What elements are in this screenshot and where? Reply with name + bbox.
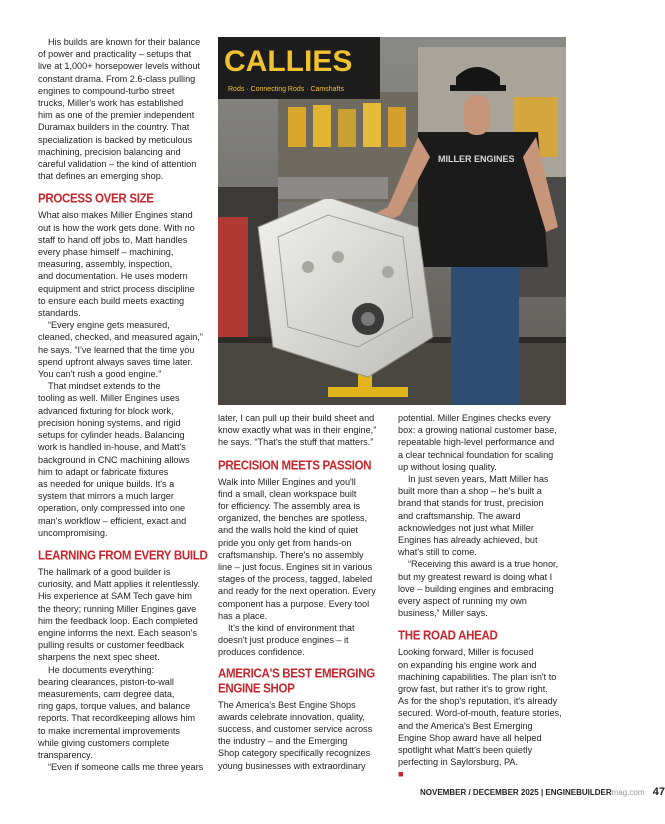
section-heading-road-ahead: THE ROAD AHEAD — [398, 629, 498, 644]
paragraph-continued: potential. Miller Engines checks every box: a growing national customer base, repeatable high-level performance and a clear technical foundation for scaling up without losing quality. — [398, 413, 557, 472]
article-column-3 — [398, 412, 570, 781]
issue-date: NOVEMBER / DECEMBER 2025 — [420, 788, 539, 797]
paragraph-quote: “Every engine gets measured, cleaned, checked, and measured again,” he says. “I've learned that the time you spend upfront always saves time later. You can't rush a good engine.” — [38, 320, 203, 380]
paragraph: It's the kind of environment that doesn't just produce engines – it produces confidence. — [218, 623, 355, 658]
section-heading-americas-best: AMERICA'S BEST EMERGING ENGINE SHOP — [218, 666, 375, 696]
paragraph: Looking forward, Miller is focused on expanding his engine work and machining capabilities. The plan isn't to grow fast, but rather it's to grow right. As for the shop's reputation, it's already secured. Word-of-mouth, feature stories, and the America's Best Emerging Engine Shop award have all helped spotlight what Matt's been quietly perfecting in Saylorsburg, PA. ■ — [398, 647, 562, 780]
page-number: 47 — [652, 786, 665, 798]
paragraph: In just seven years, Matt Miller has built more than a shop – he's built a brand that stands for trust, precision and craftsmanship. The award acknowledges not just what Miller Engines has already achieved, but what's still to come. — [398, 474, 549, 558]
article-column-1 — [38, 36, 210, 773]
section-heading-learning: LEARNING FROM EVERY BUILD — [38, 548, 208, 563]
paragraph: He documents everything: bearing clearances, piston-to-wall measurements, cam degree data, ring gaps, torque values, and balance reports. That recordkeeping allows him to make incremental improvements while giving customers complete transparency. — [38, 664, 196, 760]
paragraph: The America's Best Engine Shops awards celebrate innovation, quality, success, and customer service across the industry – and the Emerging Shop category specifically recognizes young businesses with extraordinary — [218, 699, 373, 771]
paragraph-quote: “Receiving this award is a true honor, but my greatest reward is doing what I love – building engines and embracing every aspect of running my own business,” Miller says. — [398, 559, 559, 619]
svg-text:Rods · Connecting Rods · Camsh: Rods · Connecting Rods · Camshafts — [228, 86, 344, 93]
section-heading-precision: PRECISION MEETS PASSION — [218, 458, 372, 473]
page-footer — [420, 786, 665, 800]
paragraph: What also makes Miller Engines stand out is how the work gets done. With no staff to hand off jobs to, Matt handles every phase himself – machining, measuring, assembly, inspection, and documentation. He uses modern equipment and strict process discipline to ensure each build meets exacting standards. — [38, 210, 195, 319]
paragraph-continued: later, I can pull up their build sheet and know exactly what was in their engine,” he says. “That's the stuff that matters.” — [218, 413, 377, 448]
end-mark: ■ — [398, 769, 404, 780]
callies-banner — [218, 37, 380, 99]
paragraph: Walk into Miller Engines and you'll find a small, clean workspace built for efficiency. The assembly area is organized, the benches are spotless, and the walls hold the kind of quiet pride you only get from hands-on craftsmanship. There's no assembly line – just focus. Engines sit in various stages of the process, tagged, labeled and ready for the next operation. Every component has a purpose. Every tool has a place. — [218, 476, 376, 621]
paragraph-quote: “Even if someone calls me three years — [48, 762, 204, 773]
footer-separator: | — [540, 788, 544, 797]
svg-text:MILLER ENGINES: MILLER ENGINES — [438, 154, 515, 164]
paragraph: The hallmark of a good builder is curiosity, and Matt applies it relentlessly. His experience at SAM Tech gave him the theory; running Miller Engines gave him the feedback loop. Each completed engine informs the next. Each season's pulling results or customer feedback sharpens the next spec sheet. — [38, 566, 200, 663]
intro-paragraph: His builds are known for their balance of power and practicality – setups that live at 1,000+ horsepower levels without constant drama. From 2.6-class pulling engines to compound-turbo street trucks, Miller's work has established him as one of the premier independent Duramax builders in the country. That specialization is backed by meticulous machining, precision balancing and careful validation – the kind of attention that defines an emerging shop. — [38, 37, 201, 182]
paragraph: That mindset extends to the tooling as well. Miller Engines uses advanced fixturing for block work, precision honing systems, and rigid setups for cylinder heads. Balancing work is handled in-house, and Matt's background in CNC machining allows him to adapt or fabricate fixtures as needed for unique builds. It's a system that mirrors a much larger operation, only compressed into one man's workflow – efficient, exact and uncompromising. — [38, 381, 190, 538]
svg-text:CALLIES: CALLIES — [224, 45, 353, 78]
article-column-2 — [218, 412, 390, 772]
site-name: ENGINEBUILDER — [545, 788, 612, 797]
section-heading-process-over-size: PROCESS OVER SIZE — [38, 192, 154, 207]
site-domain: mag.com — [611, 788, 645, 797]
feature-photo — [218, 37, 566, 405]
